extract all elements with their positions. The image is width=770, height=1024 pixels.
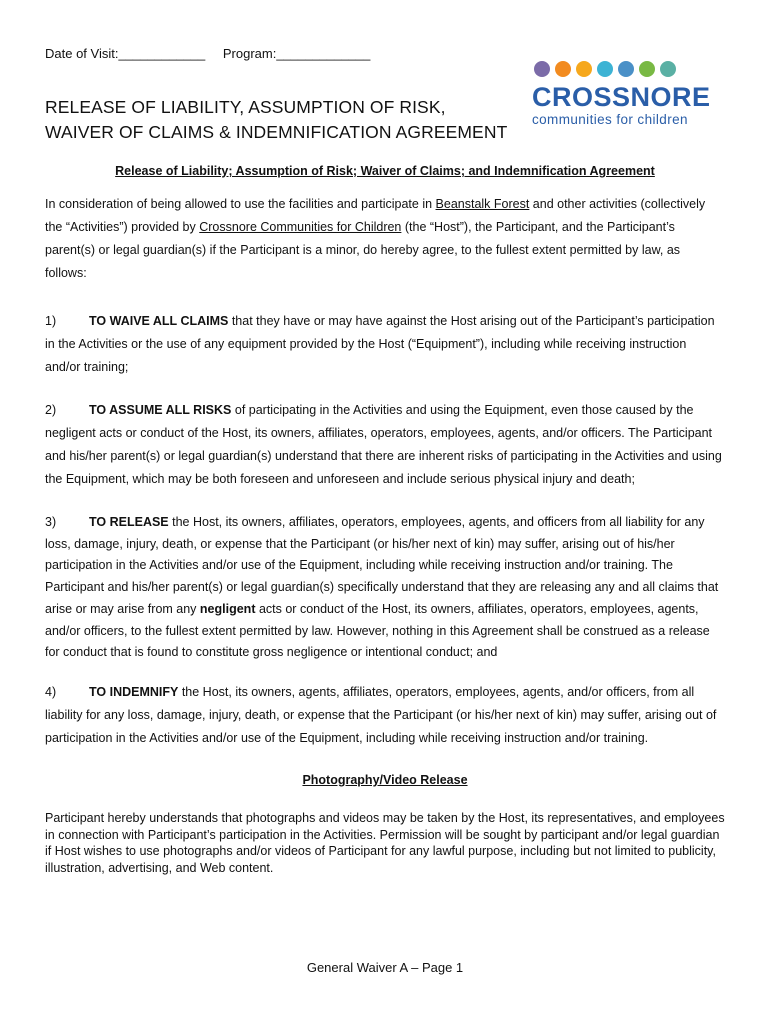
clause-text: of participating in the Activities and using the Equipment, even those caused by the negligent acts or conduct of the Host, its owners, affiliates, operators, employees, agents, and/or officers. The Participant and his/her parent(s) or legal guardian(s) understand that there are inherent risks of participating in the Activities and using the Equipment, which may be both foreseen and unforeseen and include serious physical injury and death;: [45, 403, 722, 486]
title-line-2: WAIVER OF CLAIMS & INDEMNIFICATION AGREEMENT: [45, 122, 508, 142]
clause-text: acts or conduct of the Host, its owners, affiliates, operators, employees, agents, and/or officers, to the fullest extent permitted by law. However, nothing in this Agreement shall be construed as a release for conduct that is found to constitute gross negligence or intentional conduct; and: [45, 601, 710, 660]
crossnore-logo: [532, 60, 726, 127]
title-line-1: RELEASE OF LIABILITY, ASSUMPTION OF RISK,: [45, 97, 446, 117]
clause-3: [45, 512, 725, 664]
intro-text-2: and other activities (collectively the “Activities”) provided by: [45, 197, 706, 234]
logo-dot: [534, 61, 550, 77]
logo-dots: [534, 60, 726, 77]
clause-text: the Host, its owners, affiliates, operators, employees, agents, and officers from all liability for any loss, damage, injury, death, or expense that the Participant (or his/her next of kin) may suffer, arising out of his/her participation in the Activities and/or use of the Equipment, including while receiving instruction and/or training. The Participant and his/her parent(s) or legal guardian(s) specifically understand that they are releasing any and all claims that arise or may arise from any: [45, 515, 719, 616]
clause-heading: TO RELEASE: [89, 515, 169, 529]
logo-dot: [618, 61, 634, 77]
logo-dot: [576, 61, 592, 77]
clause-heading: TO INDEMNIFY: [89, 685, 179, 699]
clause-4: [45, 681, 725, 750]
photo-release-paragraph: Participant hereby understands that photographs and videos may be taken by the Host, its representatives, and employees in connection with Participant’s participation in the Activities. Permission will be sought by participant and/or legal guardian if Host wishes to use photographs and/or videos of Participant for any lawful purpose, including but not limited to publicity, illustration, advertising, and Web content.: [45, 811, 725, 875]
host-name: Crossnore Communities for Children: [199, 220, 402, 234]
logo-tagline: communities for children: [532, 112, 688, 127]
logo-dot: [639, 61, 655, 77]
section-heading-release: Release of Liability; Assumption of Risk; Waiver of Claims; and Indemnification Agreement: [115, 164, 655, 178]
clause-number: 2): [45, 403, 57, 417]
logo-dot: [597, 61, 613, 77]
page-footer: General Waiver A – Page 1: [306, 960, 464, 975]
logo-dot: [660, 61, 676, 77]
intro-text-3: (the “Host”), the Participant, and the Participant’s parent(s) or legal guardian(s) if the Participant is a minor, do hereby agree, to the fullest extent permitted by law, as follows:: [45, 220, 681, 280]
clause-2: [45, 399, 725, 491]
date-of-visit-field: Date of Visit:____________: [45, 46, 206, 61]
clause-number: 3): [45, 515, 57, 529]
program-field: Program:_____________: [222, 46, 371, 61]
clause-emphasis: negligent: [199, 601, 256, 616]
document-title: [45, 95, 507, 145]
clause-text: that they have or may have against the Host arising out of the Participant’s participation in the Activities or the use of any equipment provided by the Host (“Equipment”), including while receiving instruction and/or training;: [45, 314, 715, 374]
activity-name: Beanstalk Forest: [435, 197, 530, 211]
clause-number: 4): [45, 685, 57, 699]
clause-1: [45, 310, 725, 379]
logo-dot: [555, 61, 571, 77]
clause-heading: TO WAIVE ALL CLAIMS: [89, 314, 229, 328]
clause-text: the Host, its owners, agents, affiliates, operators, employees, agents, and/or officers, from all liability for any loss, damage, injury, death, or expense that the Participant (or his/her next of kin) may suffer, arising out of participation in the Activities and/or use of the Equipment, including while receiving instruction and/or training.: [45, 685, 717, 745]
clause-number: 1): [45, 314, 57, 328]
clause-heading: TO ASSUME ALL RISKS: [89, 403, 232, 417]
header-fields: [45, 46, 384, 61]
intro-text-1: In consideration of being allowed to use the facilities and participate in: [45, 197, 436, 211]
intro-paragraph: [45, 193, 725, 285]
section-heading-photo: Photography/Video Release: [302, 773, 468, 787]
logo-wordmark: CROSSNORE: [532, 82, 711, 112]
